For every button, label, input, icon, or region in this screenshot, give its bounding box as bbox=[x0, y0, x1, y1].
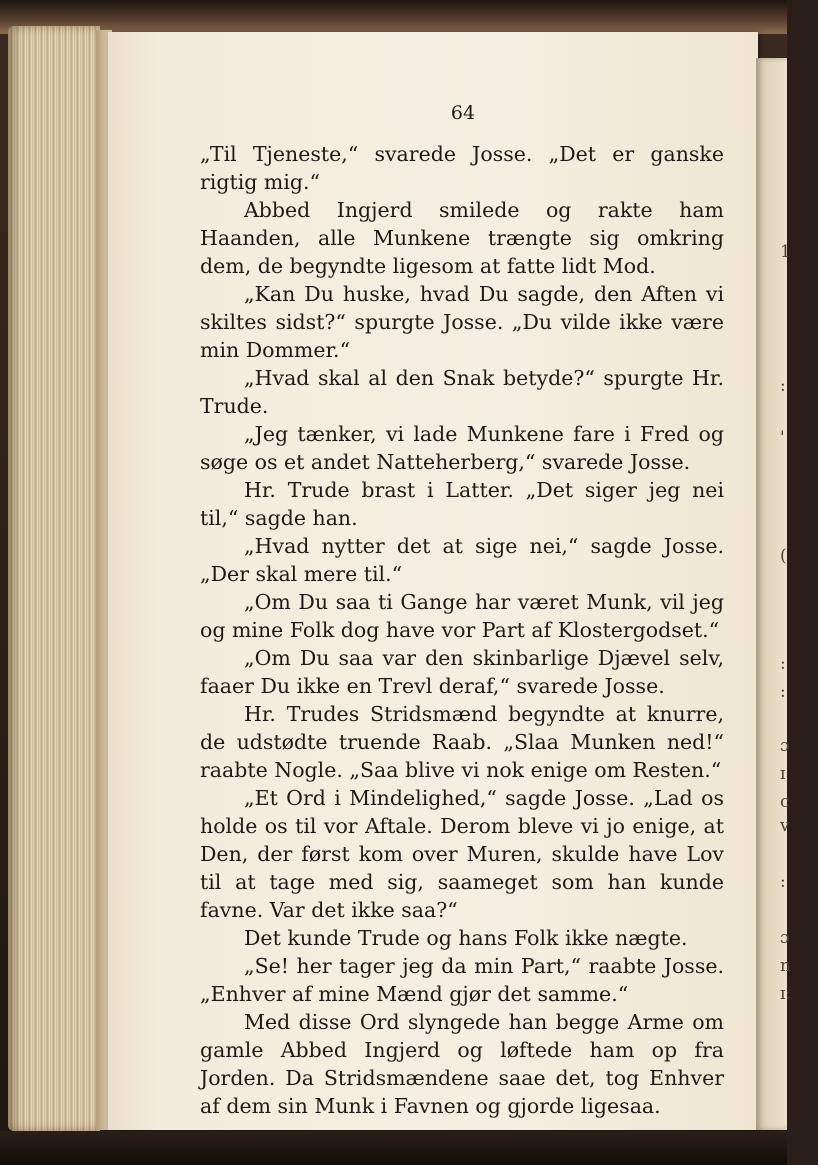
edge-glyph: ɔ bbox=[780, 736, 790, 756]
paragraph: „Et Ord i Mindelighed,“ sagde Josse. „Lad os holde os til vor Aftale. Derom bleve vi jo enige, at Den, der først kom over Muren, skulde have Lov til at tage med sig, saameget som han kunde favne. Var det ikke saa?“ bbox=[200, 786, 724, 922]
edge-glyph: : bbox=[780, 654, 786, 674]
edge-glyph: ' bbox=[780, 428, 785, 448]
edge-glyph: : bbox=[780, 682, 786, 702]
edge-glyph: : bbox=[780, 872, 786, 892]
book-top-edge bbox=[0, 0, 787, 34]
edge-glyph: 1 bbox=[780, 242, 791, 262]
paragraph: „Hvad skal al den Snak betyde?“ spurgte Hr. Trude. bbox=[200, 366, 724, 418]
paragraph: Med disse Ord slyngede han begge Arme om gamle Abbed Ingjerd og løftede ham op fra Jorden. Da Stridsmændene saae det, tog Enhver af dem sin Munk i Favnen og gjorde ligesaa. bbox=[200, 1010, 724, 1118]
edge-glyph: v bbox=[780, 816, 790, 836]
page-body-text bbox=[200, 140, 724, 1120]
edge-glyph: n bbox=[780, 956, 791, 976]
edge-glyph: ɪ bbox=[780, 764, 786, 784]
page-block-edge bbox=[8, 26, 100, 1131]
paragraph: Hr. Trude brast i Latter. „Det siger jeg nei til,“ sagde han. bbox=[200, 478, 724, 530]
edge-glyph: ( bbox=[780, 546, 787, 566]
paragraph: „Om Du saa ti Gange har været Munk, vil jeg og mine Folk dog have vor Part af Klostergodset.“ bbox=[200, 590, 724, 642]
paragraph: „Til Tjeneste,“ svarede Josse. „Det er ganske rigtig mig.“ bbox=[200, 142, 724, 194]
page-number: 64 bbox=[450, 102, 476, 124]
edge-glyph: ɔ bbox=[780, 928, 790, 948]
paragraph: „Hvad nytter det at sige nei,“ sagde Josse. „Der skal mere til.“ bbox=[200, 534, 724, 586]
book-bottom-edge bbox=[0, 1131, 787, 1165]
paragraph: „Om Du saa var den skinbarlige Djævel selv, faaer Du ikke en Trevl deraf,“ svarede Josse. bbox=[200, 646, 724, 698]
paragraph: „Kan Du huske, hvad Du sagde, den Aften vi skiltes sidst?“ spurgte Josse. „Du vilde ikke være min Dommer.“ bbox=[200, 282, 724, 362]
edge-glyph: c bbox=[780, 792, 790, 812]
paragraph: Abbed Ingjerd smilede og rakte ham Haanden, alle Munkene trængte sig omkring dem, de begyndte ligesom at fatte lidt Mod. bbox=[200, 198, 724, 278]
paragraph: Hr. Trudes Stridsmænd begyndte at knurre, de udstødte truende Raab. „Slaa Munken ned!“ raabte Nogle. „Saa blive vi nok enige om Resten.“ bbox=[200, 702, 724, 782]
next-page-edge bbox=[756, 58, 792, 1130]
edge-glyph: ɪ: bbox=[780, 984, 792, 1004]
paragraph: Det kunde Trude og hans Folk ikke nægte. bbox=[244, 926, 688, 950]
paragraph: „Jeg tænker, vi lade Munkene fare i Fred og søge os et andet Natteherberg,“ svarede Josse. bbox=[200, 422, 724, 474]
paragraph: „Se! her tager jeg da min Part,“ raabte Josse. „Enhver af mine Mænd gjør det samme.“ bbox=[200, 954, 724, 1006]
edge-glyph: : bbox=[780, 376, 786, 396]
